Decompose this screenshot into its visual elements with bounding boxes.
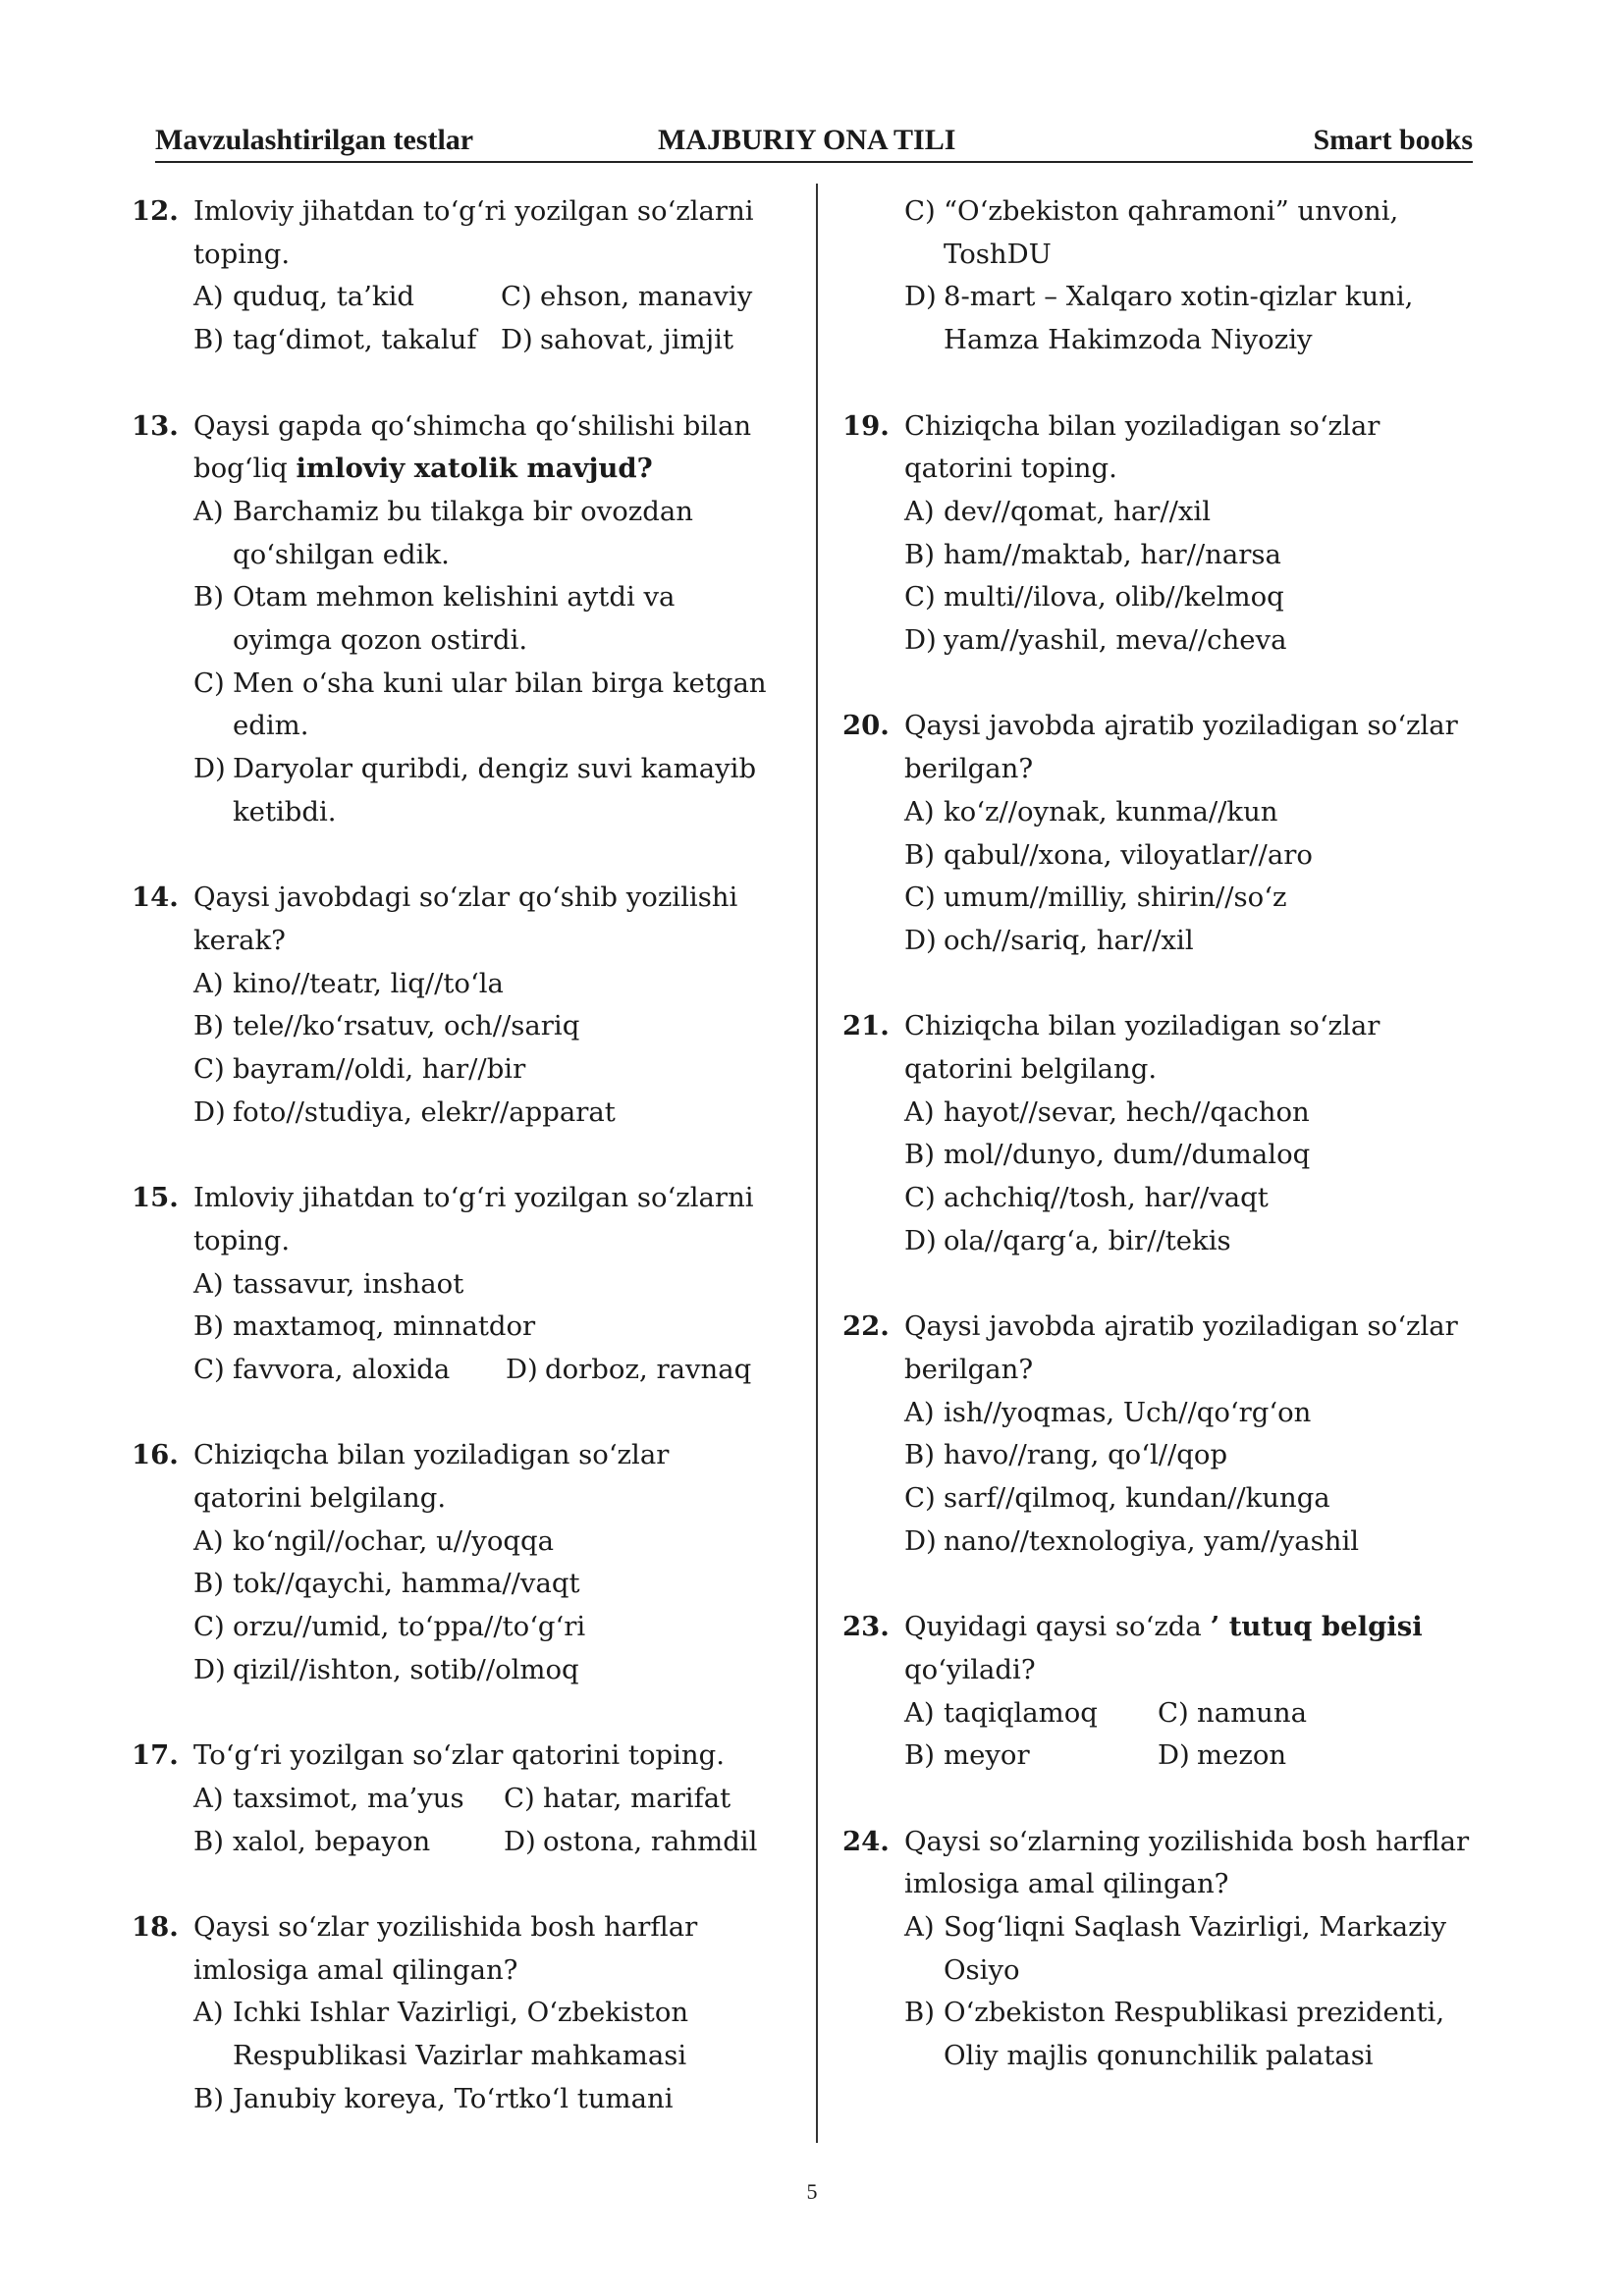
question-number: 19.	[842, 409, 890, 442]
question-number: 14.	[132, 881, 179, 914]
question-14	[132, 877, 780, 1134]
question-text: Imloviy jihatdan to‘g‘ri yozilgan so‘zlarni toping.	[193, 1182, 754, 1256]
option-a[interactable]: A) dev//qomat, har//xil	[904, 495, 1211, 527]
question-text: Chiziqcha bilan yoziladigan so‘zlar qatorini belgilang.	[193, 1439, 670, 1515]
option-d[interactable]: D) qizil//ishton, sotib//olmoq	[193, 1653, 579, 1685]
question-text: Chiziqcha bilan yoziladigan so‘zlar qatorini belgilang.	[904, 1010, 1380, 1086]
question-22	[842, 1306, 1490, 1563]
option-a[interactable]: A) ish//yoqmas, Uch//qo‘rg‘on	[904, 1396, 1312, 1428]
question-15	[132, 1177, 780, 1392]
option-b[interactable]: B) Janubiy koreya, To‘rtko‘l tumani	[193, 2082, 674, 2114]
option-b[interactable]: B) mol//dunyo, dum//dumaloq	[904, 1139, 1311, 1171]
question-text: Quyidagi qaysi so‘zda ’ tutuq belgisi qo‘yiladi?	[904, 1611, 1423, 1685]
option-b[interactable]: B) ham//maktab, har//narsa	[904, 538, 1281, 570]
option-d[interactable]: D) ola//qarg‘a, bir//tekis	[904, 1224, 1231, 1256]
question-20	[842, 705, 1490, 962]
question-13	[132, 405, 780, 834]
question-text: Qaysi so‘zlarning yozilishida bosh harflar imlosiga amal qilingan?	[904, 1825, 1470, 1900]
column-divider	[816, 184, 818, 2143]
option-c[interactable]: C) sarf//qilmoq, kundan//kunga	[904, 1482, 1330, 1515]
question-number: 21.	[842, 1010, 890, 1042]
option-b[interactable]: B) tele//ko‘rsatuv, och//sariq	[193, 1010, 580, 1042]
question-text: Imloviy jihatdan to‘g‘ri yozilgan so‘zlarni toping.	[193, 195, 754, 270]
option-d[interactable]: D) ostona, rahmdil	[504, 1825, 758, 1857]
question-text: Chiziqcha bilan yoziladigan so‘zlar qatorini toping.	[904, 409, 1380, 485]
option-a[interactable]: A) ko‘z//oynak, kunma//kun	[904, 795, 1278, 828]
question-text: Qaysi javobda ajratib yoziladigan so‘zlar berilgan?	[904, 710, 1458, 785]
option-d[interactable]: D) mezon	[1158, 1739, 1287, 1772]
option-c[interactable]: C) orzu//umid, to‘ppa//to‘g‘ri	[193, 1611, 586, 1643]
option-c[interactable]: C) bayram//oldi, har//bir	[193, 1053, 526, 1086]
option-a[interactable]: A) Sog‘liqni Saqlash Vazirligi, Markaziy Osiyo	[904, 1911, 1446, 1986]
option-c[interactable]: C) namuna	[1158, 1696, 1308, 1729]
option-a[interactable]: A) taxsimot, ma’yus	[193, 1782, 464, 1814]
header-left-title: Mavzulashtirilgan testlar	[155, 124, 474, 156]
option-a[interactable]: A) taqiqlamoq	[904, 1696, 1098, 1729]
option-c[interactable]: C) “O‘zbekiston qahramoni” unvoni, ToshDU	[904, 195, 1399, 270]
option-a[interactable]: A) quduq, ta’kid	[193, 281, 414, 313]
question-text: Qaysi javobdagi so‘zlar qo‘shib yozilishi kerak?	[193, 881, 738, 956]
option-b[interactable]: B) tok//qaychi, hamma//vaqt	[193, 1568, 580, 1600]
right-column	[842, 190, 1490, 2121]
option-d[interactable]: D) sahovat, jimjit	[501, 324, 734, 356]
option-d[interactable]: D) yam//yashil, meva//cheva	[904, 624, 1287, 657]
option-c[interactable]: C) achchiq//tosh, har//vaqt	[904, 1182, 1269, 1214]
option-c[interactable]: C) hatar, marifat	[504, 1782, 731, 1814]
question-number: 13.	[132, 409, 179, 442]
question-number: 23.	[842, 1611, 890, 1643]
question-text: Qaysi gapda qo‘shimcha qo‘shilishi bilan bog‘liq imloviy xatolik mavjud?	[193, 409, 752, 485]
option-c[interactable]: C) ehson, manaviy	[501, 281, 753, 313]
option-b[interactable]: B) havo//rang, qo‘l//qop	[904, 1439, 1228, 1471]
question-text: To‘g‘ri yozilgan so‘zlar qatorini toping.	[193, 1739, 725, 1772]
option-b[interactable]: B) O‘zbekiston Respublikasi prezidenti, Oliy majlis qonunchilik palatasi	[904, 1997, 1445, 2072]
header-publisher: Smart books	[1313, 124, 1473, 156]
option-d[interactable]: D) dorboz, ravnaq	[506, 1353, 752, 1385]
option-d[interactable]: D) nano//texnologiya, yam//yashil	[904, 1524, 1360, 1557]
question-12	[132, 190, 780, 362]
option-b[interactable]: B) Otam mehmon kelishini aytdi va oyimga qozon ostirdi.	[193, 581, 676, 657]
question-17	[132, 1735, 780, 1863]
option-c[interactable]: C) umum//milliy, shirin//so‘z	[904, 881, 1287, 914]
question-number: 16.	[132, 1439, 179, 1471]
option-c[interactable]: C) favvora, aloxida	[193, 1353, 451, 1385]
question-text-emphasis: imloviy xatolik mavjud?	[296, 453, 653, 485]
option-d[interactable]: D) 8-mart – Xalqaro xotin-qizlar kuni, Hamza Hakimzoda Niyoziy	[904, 281, 1414, 356]
option-b[interactable]: B) maxtamoq, minnatdor	[193, 1310, 536, 1343]
question-text: Qaysi so‘zlar yozilishida bosh harflar imlosiga amal qilingan?	[193, 1911, 698, 1986]
option-d[interactable]: D) Daryolar quribdi, dengiz suvi kamayib ketibdi.	[193, 753, 757, 828]
question-19	[842, 405, 1490, 663]
question-number: 20.	[842, 710, 890, 742]
question-21	[842, 1005, 1490, 1262]
option-d[interactable]: D) foto//studiya, elekr//apparat	[193, 1095, 616, 1128]
option-b[interactable]: B) qabul//xona, viloyatlar//aro	[904, 838, 1313, 871]
option-a[interactable]: A) tassavur, inshaot	[193, 1267, 464, 1300]
option-a[interactable]: A) kino//teatr, liq//to‘la	[193, 967, 504, 999]
question-number: 12.	[132, 195, 179, 227]
question-text: Qaysi javobda ajratib yoziladigan so‘zlar berilgan?	[904, 1310, 1458, 1385]
question-18	[132, 1906, 780, 2121]
question-16	[132, 1434, 780, 1691]
question-18-continued	[842, 190, 1490, 362]
question-text-emphasis: ’ tutuq belgisi	[1210, 1611, 1423, 1643]
question-24	[842, 1821, 1490, 2078]
question-number: 18.	[132, 1911, 179, 1944]
question-23	[842, 1606, 1490, 1778]
header-subject-title: MAJBURIY ONA TILI	[658, 124, 956, 156]
page-header	[155, 122, 1473, 163]
option-b[interactable]: B) meyor	[904, 1739, 1030, 1772]
question-number: 15.	[132, 1182, 179, 1214]
left-column	[132, 190, 780, 2163]
option-d[interactable]: D) och//sariq, har//xil	[904, 924, 1194, 956]
page-number: 5	[806, 2179, 818, 2204]
option-b[interactable]: B) xalol, bepayon	[193, 1825, 431, 1857]
question-number: 24.	[842, 1825, 890, 1857]
question-number: 22.	[842, 1310, 890, 1343]
option-a[interactable]: A) Barchamiz bu tilakga bir ovozdan qo‘shilgan edik.	[193, 495, 693, 570]
option-a[interactable]: A) ko‘ngil//ochar, u//yoqqa	[193, 1524, 555, 1557]
option-a[interactable]: A) Ichki Ishlar Vazirligi, O‘zbekiston Respublikasi Vazirlar mahkamasi	[193, 1997, 689, 2072]
option-c[interactable]: C) multi//ilova, olib//kelmoq	[904, 581, 1284, 614]
option-c[interactable]: C) Men o‘sha kuni ular bilan birga ketgan edim.	[193, 667, 767, 742]
question-number: 17.	[132, 1739, 179, 1772]
option-a[interactable]: A) hayot//sevar, hech//qachon	[904, 1095, 1310, 1128]
option-b[interactable]: B) tag‘dimot, takaluf	[193, 324, 477, 356]
